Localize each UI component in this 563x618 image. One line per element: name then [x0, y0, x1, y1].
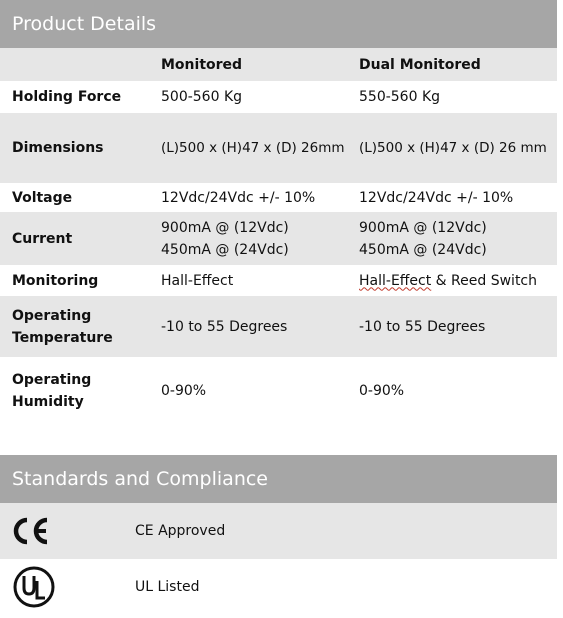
- standards-row-ce: [0, 503, 557, 559]
- table-row-operating-temperature: [0, 296, 557, 357]
- row-label-line: Operating: [12, 307, 92, 324]
- monitored-value-line: 450mA @ (24Vdc): [161, 241, 289, 258]
- table-row-monitoring: [0, 265, 557, 296]
- monitored-value: (L)500 x (H)47 x (D) 26mm: [161, 140, 345, 156]
- row-label: Monitoring: [12, 272, 99, 289]
- dual-monitored-value-line: 450mA @ (24Vdc): [359, 241, 487, 258]
- standard-label: CE Approved: [135, 523, 226, 539]
- standard-label: UL Listed: [135, 579, 200, 595]
- row-label: Current: [12, 230, 73, 247]
- standards-title: Standards and Compliance: [12, 468, 268, 490]
- monitored-value: [150, 217, 349, 261]
- standards-header: [0, 455, 557, 503]
- row-label: Voltage: [12, 189, 73, 206]
- monitored-value: 12Vdc/24Vdc +/- 10%: [161, 189, 316, 206]
- monitored-value: 0-90%: [161, 383, 207, 399]
- row-label-line: Humidity: [12, 394, 84, 410]
- dual-monitored-value: -10 to 55 Degrees: [359, 318, 486, 335]
- ce-mark-icon: [12, 516, 50, 546]
- dual-monitored-value: 0-90%: [359, 383, 405, 399]
- dual-monitored-value-line: 900mA @ (12Vdc): [359, 219, 487, 236]
- monitored-value: 500-560 Kg: [161, 89, 243, 105]
- dual-monitored-value: [349, 270, 557, 292]
- monitored-value-line: 900mA @ (12Vdc): [161, 219, 289, 236]
- table-row-holding-force: [0, 81, 557, 113]
- dual-monitored-value: (L)500 x (H)47 x (D) 26 mm: [359, 140, 547, 156]
- product-details-header: [0, 0, 557, 48]
- standards-table: [0, 503, 557, 615]
- dual-monitored-value: 550-560 Kg: [359, 89, 441, 105]
- row-label: Holding Force: [12, 89, 122, 105]
- hall-effect-text: Hall-Effect: [359, 272, 432, 289]
- product-details-table: [0, 48, 557, 425]
- reed-switch-text: & Reed Switch: [431, 272, 537, 289]
- row-label: [0, 305, 150, 349]
- row-label-line: Operating: [12, 372, 92, 388]
- row-label: Dimensions: [12, 140, 104, 156]
- monitored-value: -10 to 55 Degrees: [161, 318, 288, 335]
- table-row-current: [0, 212, 557, 265]
- table-row-operating-humidity: [0, 357, 557, 425]
- table-row-voltage: [0, 183, 557, 212]
- ul-mark-icon: [12, 565, 56, 609]
- table-row-dimensions: [0, 113, 557, 183]
- row-label: [0, 369, 150, 413]
- standards-row-ul: [0, 559, 557, 615]
- monitored-value: Hall-Effect: [161, 272, 234, 289]
- column-header-monitored: Monitored: [161, 56, 243, 73]
- table-header-row: [0, 48, 557, 81]
- column-header-dual-monitored: Dual Monitored: [359, 56, 481, 73]
- dual-monitored-value: 12Vdc/24Vdc +/- 10%: [359, 189, 514, 206]
- row-label-line: Temperature: [12, 329, 113, 346]
- product-details-title: Product Details: [12, 13, 157, 35]
- dual-monitored-value: [349, 217, 557, 261]
